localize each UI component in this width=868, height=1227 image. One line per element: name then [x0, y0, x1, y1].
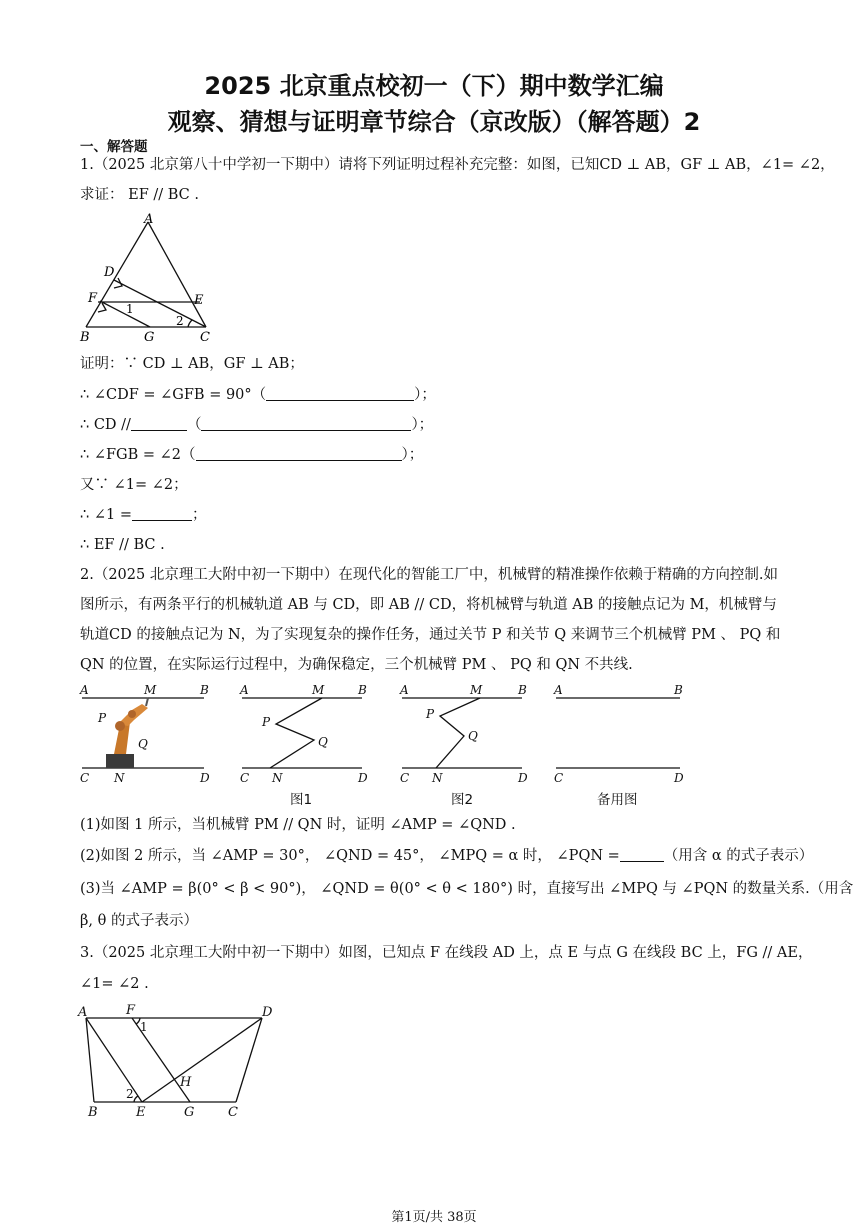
- label-F: F: [88, 291, 98, 306]
- label-C: C: [80, 771, 90, 785]
- label-Q: Q: [468, 729, 478, 743]
- label-C: C: [554, 771, 564, 785]
- answer-blank[interactable]: [266, 386, 414, 401]
- answer-blank[interactable]: [132, 506, 192, 521]
- label-1: 1: [140, 1020, 148, 1034]
- label-A: A: [554, 683, 563, 697]
- label-C: C: [200, 330, 210, 344]
- label-E: E: [194, 293, 204, 308]
- page-title-line1: 2025 北京重点校初一（下）期中数学汇编: [204, 72, 664, 100]
- caption-figure-1: 图1: [290, 792, 313, 808]
- q1-proof-line2: ∴ ∠CDF = ∠GFB = 90°（ ）；: [80, 387, 436, 403]
- label-Q: Q: [138, 737, 148, 751]
- answer-blank[interactable]: [131, 416, 187, 431]
- label-A: A: [78, 1005, 88, 1020]
- label-2: 2: [176, 314, 184, 328]
- robot-arm-figure: [79, 683, 210, 785]
- q2-part3-line2: β, θ 的式子表示）: [80, 913, 198, 929]
- label-B: B: [358, 683, 367, 697]
- q1-proof-line4: ∴ ∠FGB = ∠2（ ）；: [80, 447, 424, 463]
- q3-trapezoid-figure: [76, 998, 286, 1122]
- label-P: P: [426, 707, 435, 721]
- label-1: 1: [126, 302, 134, 316]
- page-footer: 第1页/共 38页: [391, 1210, 477, 1225]
- q1-proof-line1: 证明：∵ CD ⊥ AB，GF ⊥ AB；: [80, 356, 304, 372]
- label-P: P: [98, 711, 107, 725]
- q1-triangle-figure: [78, 212, 218, 344]
- label-H: H: [180, 1075, 192, 1090]
- q2-stem-line1: 2.（2025 北京理工大附中初一下期中）在现代化的智能工厂中，机械臂的精准操作依赖于精确的方向控制.如: [80, 567, 778, 583]
- label-A: A: [400, 683, 409, 697]
- label-D: D: [518, 771, 528, 785]
- caption-figure-2: 图2: [451, 792, 474, 808]
- label-B: B: [80, 330, 90, 344]
- label-B: B: [200, 683, 209, 697]
- label-D: D: [104, 265, 115, 280]
- q2-part1: (1)如图 1 所示，当机械臂 PM // QN 时，证明 ∠AMP = ∠QND .: [80, 817, 516, 833]
- label-D: D: [358, 771, 368, 785]
- label-N: N: [432, 771, 443, 785]
- label-D: D: [674, 771, 684, 785]
- label-Q: Q: [318, 735, 328, 749]
- label-G: G: [184, 1105, 195, 1120]
- label-D: D: [200, 771, 210, 785]
- label-N: N: [114, 771, 125, 785]
- label-M: M: [470, 683, 483, 697]
- label-D: D: [262, 1005, 273, 1020]
- answer-blank[interactable]: [196, 446, 402, 461]
- caption-backup-figure: 备用图: [597, 792, 638, 808]
- q2-stem-line3: 轨道CD 的接触点记为 N，为了实现复杂的操作任务，通过关节 P 和关节 Q 来调节三个机械臂 PM 、 PQ 和: [80, 627, 781, 643]
- label-P: P: [262, 715, 271, 729]
- page-title-line2: 观察、猜想与证明章节综合（京改版）（解答题）2: [167, 108, 701, 136]
- q2-figures: [76, 680, 696, 788]
- q2-part2: (2)如图 2 所示，当 ∠AMP = 30°， ∠QND = 45°， ∠MPQ = α 时， ∠PQN = （用含 α 的式子表示）: [80, 848, 814, 864]
- label-N: N: [272, 771, 283, 785]
- q1-proof-line5: 又∵ ∠1= ∠2；: [80, 477, 188, 493]
- q1-proof-line3: ∴ CD // （ ）；: [80, 417, 434, 433]
- label-A: A: [144, 212, 154, 227]
- label-C: C: [400, 771, 410, 785]
- label-A: A: [80, 683, 89, 697]
- q1-stem-line2: 求证： EF // BC .: [80, 187, 199, 203]
- label-E: E: [136, 1105, 146, 1120]
- section-title: 一、解答题: [80, 139, 148, 155]
- label-C: C: [228, 1105, 238, 1120]
- label-B: B: [674, 683, 683, 697]
- figure-2: [399, 683, 528, 785]
- label-M: M: [144, 683, 157, 697]
- figure-1: [239, 683, 368, 785]
- label-A: A: [240, 683, 249, 697]
- label-M: M: [312, 683, 325, 697]
- q2-stem-line4: QN 的位置，在实际运行过程中，为确保稳定，三个机械臂 PM 、 PQ 和 QN 不共线.: [80, 657, 633, 673]
- label-C: C: [240, 771, 250, 785]
- q2-part3-line1: (3)当 ∠AMP = β(0° < β < 90°)， ∠QND = θ(0° < θ < 180°) 时，直接写出 ∠MPQ 与 ∠PQN 的数量关系.（用含: [80, 881, 854, 897]
- q3-stem-line1: 3.（2025 北京理工大附中初一下期中）如图，已知点 F 在线段 AD 上，点 E 与点 G 在线段 BC 上，FG // AE，: [80, 945, 813, 961]
- q1-proof-line7: ∴ EF // BC .: [80, 537, 165, 553]
- q3-stem-line2: ∠1= ∠2 .: [80, 976, 149, 992]
- answer-blank[interactable]: [620, 847, 664, 862]
- label-2: 2: [126, 1087, 134, 1101]
- label-F: F: [126, 1003, 136, 1018]
- answer-blank[interactable]: [201, 416, 411, 431]
- q1-proof-line6: ∴ ∠1 = ；: [80, 507, 207, 523]
- label-G: G: [144, 330, 155, 344]
- q1-stem-line1: 1.（2025 北京第八十中学初一下期中）请将下列证明过程补充完整：如图，已知CD ⊥ AB，GF ⊥ AB，∠1= ∠2，: [80, 157, 835, 173]
- q2-stem-line2: 图所示，有两条平行的机械轨道 AB 与 CD，即 AB // CD，将机械臂与轨道 AB 的接触点记为 M，机械臂与: [80, 597, 777, 613]
- backup-figure: [553, 683, 684, 785]
- label-B: B: [88, 1105, 98, 1120]
- label-B: B: [518, 683, 527, 697]
